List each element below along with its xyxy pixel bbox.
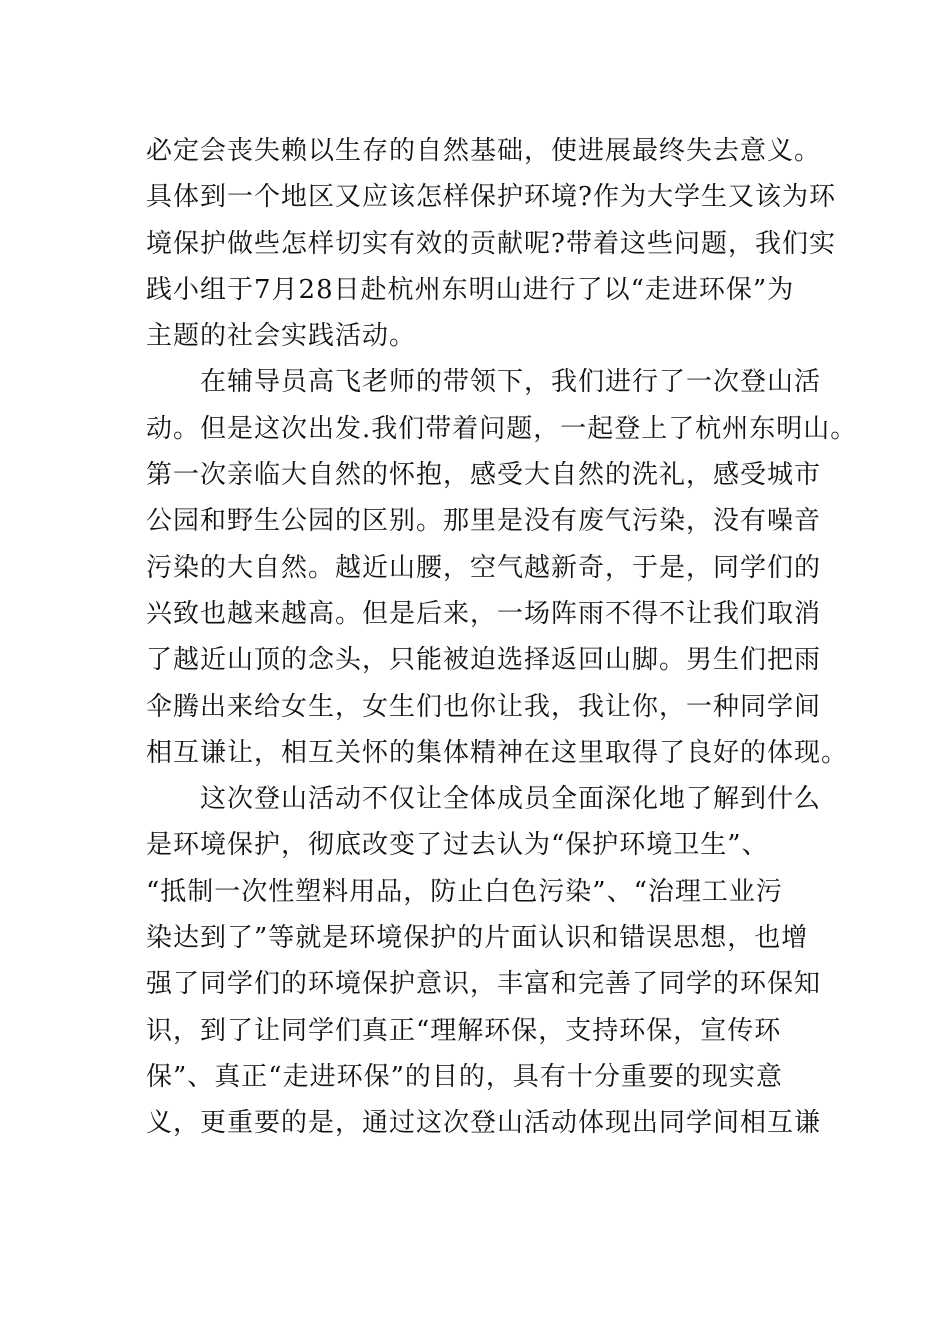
text-line: 义，更重要的是，通过这次登山活动体现出同学间相互谦	[146, 1108, 822, 1139]
text-line: 相互谦让，相互关怀的集体精神在这里取得了良好的体现。	[146, 737, 849, 768]
text-line: 具体到一个地区又应该怎样保护环境?作为大学生又该为环	[146, 182, 836, 213]
text-line: 境保护做些怎样切实有效的贡献呢?带着这些问题，我们实	[146, 228, 836, 259]
text-line: 保”、真正“走进环保”的目的，具有十分重要的现实意	[146, 1061, 783, 1092]
text-line: 染达到了”等就是环境保护的片面认识和错误思想，也增	[146, 923, 809, 954]
text-line: 了越近山顶的念头，只能被迫选择返回山脚。男生们把雨	[146, 645, 822, 676]
text-line: 公园和野生公园的区别。那里是没有废气污染，没有噪音	[146, 506, 822, 537]
text-line: 识，到了让同学们真正“理解环保，支持环保，宣传环	[146, 1015, 782, 1046]
text-line: 强了同学们的环境保护意识，丰富和完善了同学的环保知	[146, 969, 822, 1000]
text-line: 伞腾出来给女生，女生们也你让我，我让你，一种同学间	[146, 691, 822, 722]
paragraph-first-line: 这次登山活动不仅让全体成员全面深化地了解到什么	[200, 784, 822, 815]
paragraph-first-line: 在辅导员高飞老师的带领下，我们进行了一次登山活	[200, 367, 822, 398]
body-text	[146, 128, 858, 1147]
text-line: “抵制一次性塑料用品，防止白色污染”、“治理工业污	[146, 876, 783, 907]
text-line: 兴致也越来越高。但是后来，一场阵雨不得不让我们取消	[146, 598, 822, 629]
text-line: 是环境保护，彻底改变了过去认为“保护环境卫生”、	[146, 830, 769, 861]
text-line: 践小组于7月28日赴杭州东明山进行了以“走进环保”为	[146, 274, 795, 305]
text-line: 第一次亲临大自然的怀抱，感受大自然的洗礼，感受城市	[146, 460, 822, 491]
text-line: 动。但是这次出发.我们带着问题，一起登上了杭州东明山。	[146, 413, 858, 444]
text-line: 必定会丧失赖以生存的自然基础，使进展最终失去意义。	[146, 136, 822, 166]
text-line: 污染的大自然。越近山腰，空气越新奇，于是，同学们的	[146, 552, 822, 583]
text-line: 主题的社会实践活动。	[146, 321, 417, 352]
